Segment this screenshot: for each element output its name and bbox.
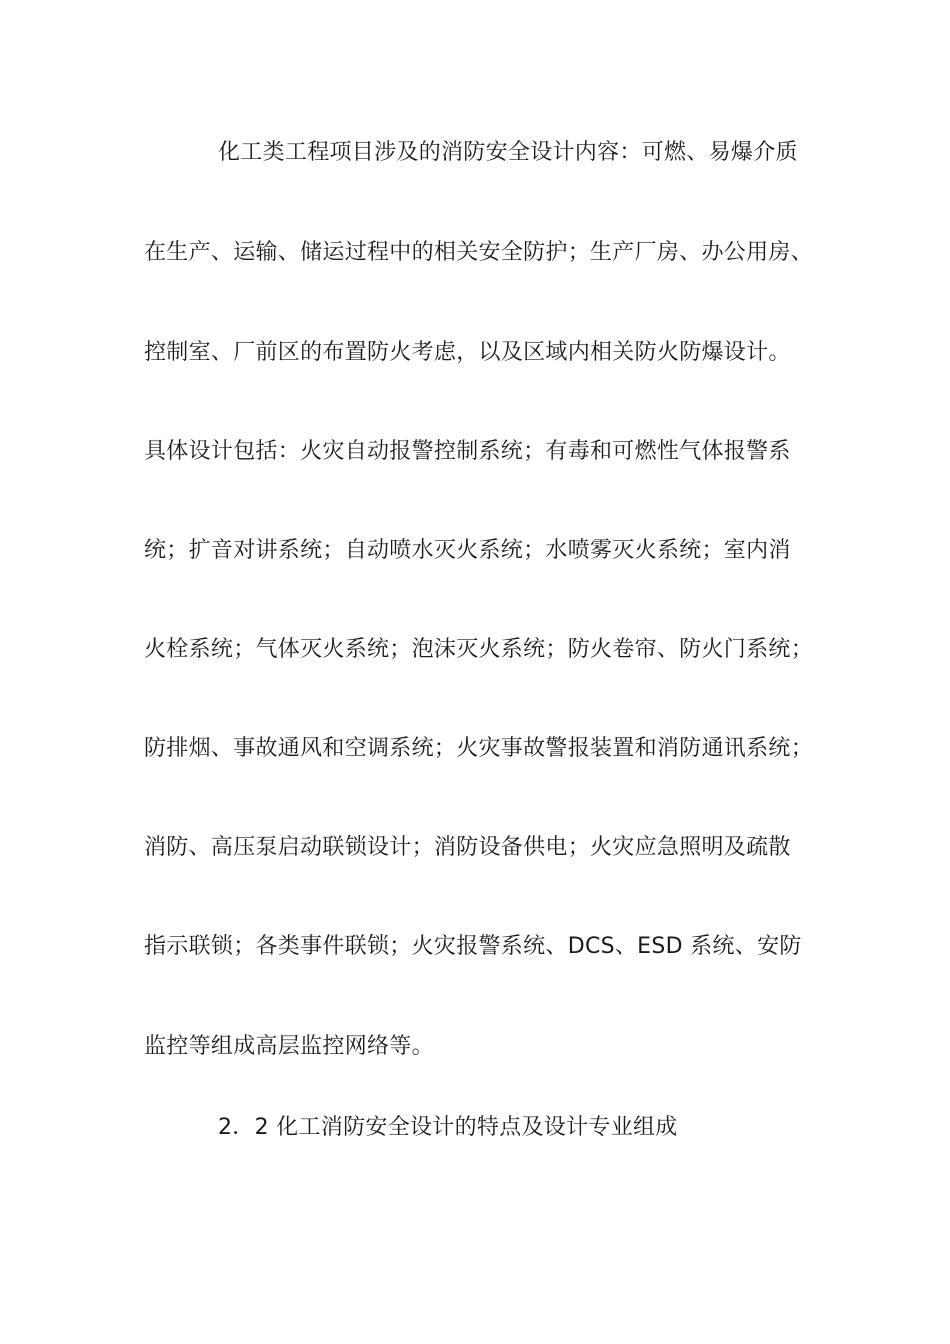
paragraph-line-8: 消防、高压泵启动联锁设计；消防设备供电；火灾应急照明及疏散 (144, 835, 791, 860)
paragraph-line-5: 统；扩音对讲系统；自动喷水灭火系统；水喷雾灭火系统；室内消 (144, 538, 791, 563)
paragraph-line-7: 防排烟、事故通风和空调系统；火灾事故警报装置和消防通讯系统； (144, 736, 814, 761)
paragraph-line-4: 具体设计包括：火灾自动报警控制系统；有毒和可燃性气体报警系 (144, 439, 791, 464)
paragraph-line-3: 控制室、厂前区的布置防火考虑，以及区域内相关防火防爆设计。 (144, 340, 791, 365)
section-heading: 2．2 化工消防安全设计的特点及设计专业组成 (218, 1115, 678, 1140)
paragraph-line-9: 指示联锁；各类事件联锁；火灾报警系统、DCS、ESD 系统、安防 (144, 934, 802, 959)
paragraph-line-1: 化工类工程项目涉及的消防安全设计内容：可燃、易爆介质 (218, 140, 798, 165)
paragraph-line-10: 监控等组成高层监控网络等。 (144, 1034, 434, 1059)
paragraph-line-6: 火栓系统；气体灭火系统；泡沫灭火系统；防火卷帘、防火门系统； (144, 637, 814, 662)
paragraph-line-2: 在生产、运输、储运过程中的相关安全防护；生产厂房、办公用房、 (144, 240, 814, 265)
